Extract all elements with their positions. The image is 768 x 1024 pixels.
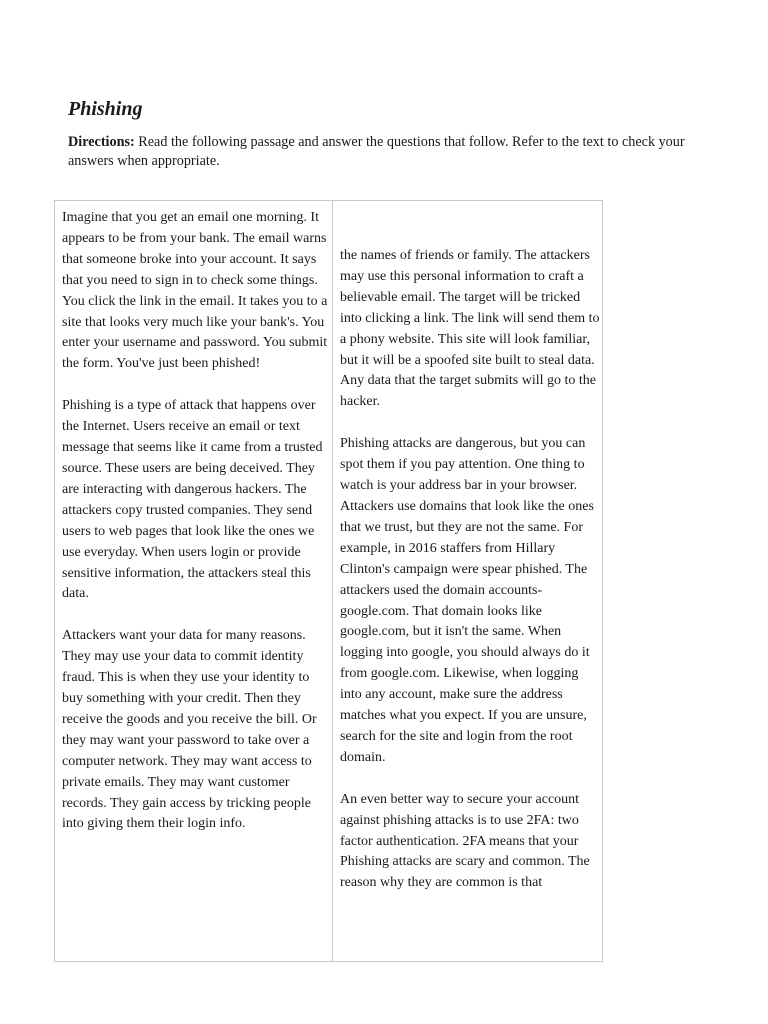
passage-paragraph: the names of friends or family. The attackers may use this personal information to craft a believable email. The target will be tricked into clicking a link. The link will send them to a phony website. This site will look familiar, but it will be a spoofed site built to steal data. Any data that the target submits will go to the hacker. bbox=[340, 248, 600, 410]
directions-text: Read the following passage and answer the questions that follow. Refer to the text to check your answers when appropriate. bbox=[68, 134, 685, 169]
directions-label: Directions: bbox=[68, 134, 135, 150]
passage-paragraph: Phishing attacks are dangerous, but you can spot them if you pay attention. One thing to watch is your address bar in your browser. Attackers use domains that look like the ones that we trust, but they are not the same. For example, in 2016 staffers from Hillary Clinton's campaign were spear phished. The attackers used the domain accounts-google.com. That domain looks like google.com, but it isn't the same. When logging into google, you should always do it from google.com. Likewise, when logging into any account, make sure the address matches what you expect. If you are unsure, search for the site and login from the root domain. bbox=[340, 436, 594, 765]
passage-paragraph: Phishing is a type of attack that happens over the Internet. Users receive an email or text message that seems like it came from a trusted source. These users are being deceived. They are interacting with dangerous hackers. The attackers copy trusted companies. They send users to web pages that look like the ones we use everyday. When users login or provide sensitive information, the attackers steal this data. bbox=[62, 398, 323, 602]
passage-right-column bbox=[340, 246, 600, 894]
passage-paragraph: Phishing attacks are scary and common. The reason why they are common is that bbox=[340, 854, 590, 891]
document-title: Phishing bbox=[68, 98, 143, 120]
passage-paragraph: Attackers want your data for many reasons. They may use your data to commit identity fraud. This is when they use your identity to buy something with your credit. Then they receive the goods and you receive the bill. Or they may want your password to take over a computer network. They may want access to private emails. They may want customer records. They gain access by tricking people into giving them their login info. bbox=[62, 628, 317, 832]
passage-left-column bbox=[62, 208, 330, 856]
directions-paragraph bbox=[68, 133, 708, 171]
passage-paragraph: An even better way to secure your account against phishing attacks is to use 2FA: two factor authentication. 2FA means that your bbox=[340, 791, 580, 849]
column-divider bbox=[332, 201, 333, 961]
passage-table bbox=[54, 200, 603, 962]
passage-paragraph: Imagine that you get an email one morning. It appears to be from your bank. The email warns that someone broke into your account. It says that you need to sign in to check some things. You click the link in the email. It takes you to a site that looks very much like your bank's. You enter your username and password. You submit the form. You've just been phished! bbox=[62, 210, 328, 372]
